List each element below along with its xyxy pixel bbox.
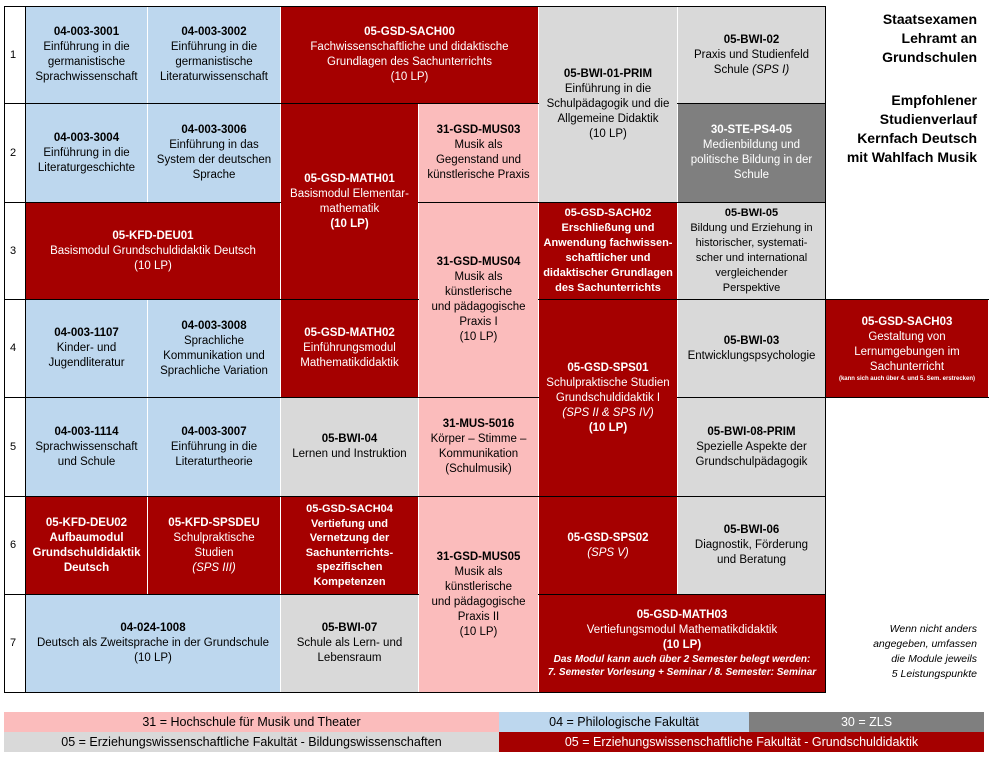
module-text-italic: (SPS I) (752, 63, 790, 76)
module-text: Bildung und Erziehung in (690, 222, 813, 234)
module-cell[interactable] (539, 300, 677, 496)
module-text: (Schulmusik) (445, 463, 512, 475)
module-code: 05-GSD-SACH00 (364, 26, 455, 38)
module-text: Mathematikdidaktik (300, 357, 399, 369)
module-text: Diagnostik, Förderung (694, 539, 809, 551)
module-cell[interactable] (26, 398, 147, 496)
module-cell[interactable] (26, 7, 147, 103)
module-text: und pädagogische (431, 301, 526, 313)
module-code: 04-024-1008 (120, 622, 186, 634)
module-cell[interactable] (148, 497, 280, 594)
module-text: (10 LP) (390, 71, 429, 83)
module-text: Erschließung und (561, 222, 655, 234)
module-code: 05-GSD-MATH02 (304, 327, 395, 339)
module-text: spezifischen (316, 561, 383, 573)
module-code: 31-MUS-5016 (442, 418, 515, 430)
module-text: Schulpraktische (173, 531, 255, 544)
legend-music: 31 = Hochschule für Musik und Theater (4, 712, 499, 732)
module-note: 7. Semester Vorlesung + Seminar / 8. Semester: Seminar (547, 667, 817, 678)
module-text: Grundschuldidaktik (32, 546, 141, 559)
module-code: 04-003-3006 (181, 124, 247, 136)
module-text: Sachunterrichts- (305, 546, 394, 559)
module-code: 05-GSD-MATH01 (304, 172, 395, 185)
module-text: Deutsch (63, 561, 110, 574)
module-note: Das Modul kann auch über 2 Semester belegt werden: (553, 654, 811, 665)
semester-number: 3 (9, 244, 17, 257)
module-code: 04-003-3002 (181, 26, 247, 38)
module-text: Einführung in das (169, 139, 259, 151)
module-text: Studien (194, 546, 234, 559)
module-text-part: Schule (713, 63, 753, 76)
subtitle-line: Empfohlener (891, 92, 977, 108)
module-cell[interactable] (678, 497, 825, 594)
module-text: des Sachunterrichts (555, 282, 661, 294)
module-cell[interactable] (419, 203, 538, 397)
module-text: vergleichender (715, 267, 788, 279)
module-code: 05-BWI-02 (723, 33, 780, 46)
module-text: Kommunikation (438, 448, 519, 460)
module-cell[interactable] (419, 104, 538, 202)
credit-note (873, 622, 977, 682)
module-text: germanistische (47, 56, 126, 68)
semester-number: 1 (9, 48, 17, 61)
page-title (882, 10, 977, 67)
subtitle-line: Studienverlauf (879, 111, 977, 127)
module-code: 04-003-1114 (54, 425, 119, 438)
module-text: Schulpraktische Studien (546, 376, 670, 389)
semester-number: 5 (9, 440, 17, 453)
module-text: Grundschulpädagogik (695, 455, 808, 468)
note-line: die Module jeweils (891, 653, 977, 665)
module-text: (10 LP) (589, 128, 627, 140)
title-line: Lehramt an (901, 30, 977, 46)
title-line: Staatsexamen (882, 11, 977, 27)
module-cell[interactable] (678, 398, 825, 496)
module-text: Allgemeine Didaktik (557, 113, 659, 125)
page-subtitle (847, 91, 977, 167)
module-code: 31-GSD-MUS05 (436, 550, 521, 563)
module-code: 05-GSD-SPS02 (567, 531, 649, 544)
module-text: Lernen und Instruktion (292, 448, 407, 460)
semester-number: 6 (9, 539, 17, 551)
module-code: 05-BWI-08-PRIM (707, 425, 796, 438)
module-text (714, 63, 789, 78)
module-code: 05-BWI-04 (321, 433, 378, 445)
semester-number: 7 (9, 637, 17, 649)
module-code: 04-003-3008 (181, 319, 247, 332)
module-text: Einführung in die (564, 83, 652, 95)
module-cell[interactable] (26, 595, 280, 692)
module-code: 05-KFD-DEU02 (45, 516, 128, 529)
module-cell[interactable] (419, 497, 538, 692)
module-code: 05-KFD-SPSDEU (168, 516, 260, 529)
legend-education-science: 05 = Erziehungswissenschaftliche Fakultät - Bildungswissenschaften (4, 732, 499, 752)
module-code: 05-BWI-05 (724, 207, 779, 219)
module-text: (10 LP) (134, 259, 172, 272)
module-text: didaktischer Grundlagen (543, 267, 673, 279)
module-text: Sprachliche Variation (160, 364, 268, 377)
module-text: System der deutschen (156, 154, 272, 166)
module-cell[interactable] (148, 104, 280, 202)
note-line: angegeben, umfassen (873, 638, 977, 650)
module-text: künstlerische (444, 580, 513, 593)
module-text: scher und international (695, 252, 808, 264)
module-cell[interactable] (281, 104, 418, 299)
module-code: 04-003-3007 (181, 425, 247, 438)
module-text: Einführungsmodul (303, 342, 396, 354)
module-text: Aufbaumodul (49, 531, 124, 544)
module-text: Einführung in die (43, 146, 130, 159)
module-text: Lernumgebungen im (854, 345, 960, 358)
module-text: Sprachwissenschaft (35, 71, 138, 83)
module-code: 05-GSD-SACH03 (861, 315, 953, 328)
module-text: Sprachliche (183, 334, 245, 347)
module-text: Einführung in die (170, 41, 258, 53)
module-text: schaftlicher und (565, 252, 651, 264)
module-text: und Schule (57, 455, 116, 468)
module-code: 05-BWI-01-PRIM (563, 68, 653, 80)
legend-primary-didactics: 05 = Erziehungswissenschaftliche Fakultät - Grundschuldidaktik (499, 732, 984, 752)
module-text: Vernetzung der (309, 532, 390, 544)
module-text: Jugendliteratur (48, 357, 125, 369)
module-text: Vertiefungsmodul Mathematikdidaktik (586, 624, 778, 636)
module-text: Fachwissenschaftliche und didaktische (310, 41, 509, 53)
module-text: (10 LP) (330, 217, 369, 230)
module-text: Deutsch als Zweitsprache in der Grundschule (36, 637, 270, 649)
module-cell[interactable] (678, 104, 825, 202)
module-text: germanistische (175, 56, 253, 68)
module-cell[interactable] (281, 595, 418, 692)
module-text: Einführung in die (170, 440, 258, 453)
module-text: Kommunikation und (163, 349, 265, 362)
module-text: Medienbildung und (702, 139, 801, 151)
module-text: Sprache (192, 169, 236, 181)
module-code: 05-BWI-06 (723, 524, 780, 536)
module-text: Lebensraum (317, 652, 382, 664)
module-text: (10 LP) (134, 652, 172, 664)
module-code: 05-BWI-07 (321, 622, 378, 634)
module-text-italic: (SPS II & SPS IV) (562, 406, 654, 419)
module-text: Praxis und Studienfeld (693, 48, 810, 61)
frame-bottom (4, 692, 826, 693)
module-text: (10 LP) (662, 639, 702, 651)
module-text-italic: (SPS V) (587, 546, 629, 559)
module-text: Kinder- und (56, 342, 117, 354)
semester-number: 2 (9, 146, 17, 159)
module-text: (10 LP) (459, 331, 498, 343)
module-text: und pädagogische (431, 595, 526, 608)
module-footnote: (kann sich auch über 4. und 5. Sem. erstrecken) (838, 375, 976, 382)
module-text: Schule als Lern- und (296, 637, 403, 649)
module-cell[interactable] (281, 398, 418, 496)
module-cell[interactable] (539, 7, 677, 202)
module-text: Körper – Stimme – (430, 433, 527, 445)
module-code: 05-BWI-03 (723, 334, 780, 347)
module-cell[interactable] (26, 300, 147, 397)
module-cell[interactable] (539, 595, 825, 692)
module-cell[interactable] (678, 203, 825, 299)
module-text: Literaturgeschichte (37, 161, 136, 174)
module-text: Literaturtheorie (175, 455, 253, 468)
module-cell[interactable] (26, 497, 147, 594)
module-text: Schule (733, 169, 770, 181)
module-text: Musik als (454, 139, 503, 151)
subtitle-line: mit Wahlfach Musik (846, 149, 977, 165)
module-code: 05-KFD-DEU01 (112, 229, 194, 242)
module-cell[interactable] (148, 398, 280, 496)
module-code: 30-STE-PS4-05 (710, 124, 793, 136)
module-cell[interactable] (148, 7, 280, 103)
module-text: Grundlagen des Sachunterrichts (327, 56, 492, 68)
module-code: 31-GSD-MUS03 (436, 124, 521, 136)
title-line: Grundschulen (882, 49, 977, 65)
module-code: 05-GSD-SPS01 (567, 361, 649, 374)
module-code: 05-GSD-MATH03 (636, 609, 728, 621)
module-text: künstlerische (444, 286, 513, 298)
module-cell[interactable] (148, 300, 280, 397)
legend-zls: 30 = ZLS (749, 712, 984, 732)
module-cell[interactable] (281, 497, 418, 594)
module-code: 04-003-1107 (54, 327, 119, 339)
module-text: und Beratung (716, 554, 787, 566)
module-text: Gestaltung von (868, 330, 946, 343)
module-text: historischer, systemati- (695, 237, 808, 249)
module-text: Praxis II (457, 610, 500, 623)
module-text-italic: (SPS III) (192, 561, 236, 574)
subtitle-line: Kernfach Deutsch (857, 130, 977, 146)
module-text: Grundschuldidaktik I (555, 391, 661, 404)
module-text: mathematik (319, 202, 380, 215)
module-text: künstlerische Praxis (427, 169, 530, 181)
module-text: Schulpädagogik und die (546, 98, 670, 110)
module-text: Literaturwissenschaft (159, 71, 269, 83)
module-code: 05-GSD-SACH02 (564, 207, 652, 219)
module-text: Perspektive (722, 282, 781, 294)
module-cell[interactable] (826, 300, 988, 397)
module-cell[interactable] (281, 7, 538, 103)
module-text: Basismodul Elementar- (290, 187, 409, 200)
module-code: 05-GSD-SACH04 (306, 503, 393, 515)
module-text: Entwicklungspsychologie (687, 349, 816, 362)
module-cell[interactable] (678, 300, 825, 397)
module-cell[interactable] (539, 203, 677, 299)
module-text: Praxis I (459, 316, 498, 328)
module-text: Sprachwissenschaft (35, 440, 138, 453)
note-line: 5 Leistungspunkte (891, 668, 977, 680)
module-text: Einführung in die (43, 41, 130, 53)
module-text: Kompetenzen (313, 575, 386, 588)
module-cell[interactable] (678, 7, 825, 103)
module-text: Vertiefung und (311, 517, 388, 530)
module-text: politische Bildung in der (690, 154, 813, 166)
module-cell[interactable] (539, 497, 677, 594)
module-text: Gegenstand und (435, 154, 522, 166)
module-text: (10 LP) (588, 421, 628, 434)
module-cell[interactable] (281, 300, 418, 397)
module-text: Spezielle Aspekte der (696, 440, 807, 453)
module-code: 31-GSD-MUS04 (436, 256, 521, 268)
module-cell[interactable] (26, 104, 147, 202)
module-text: Sachunterricht (869, 360, 945, 373)
module-text: Musik als (454, 271, 503, 283)
module-cell[interactable] (26, 203, 280, 299)
module-text: (10 LP) (459, 625, 498, 638)
semester-number: 4 (9, 342, 17, 354)
module-text: Musik als (454, 565, 503, 578)
legend-philology: 04 = Philologische Fakultät (499, 712, 749, 732)
module-cell[interactable] (419, 398, 538, 496)
note-line: Wenn nicht anders (889, 623, 977, 635)
module-text: Anwendung fachwissen- (543, 237, 673, 249)
module-code: 04-003-3001 (53, 26, 120, 38)
module-text: Basismodul Grundschuldidaktik Deutsch (50, 244, 256, 257)
module-code: 04-003-3004 (53, 131, 120, 144)
